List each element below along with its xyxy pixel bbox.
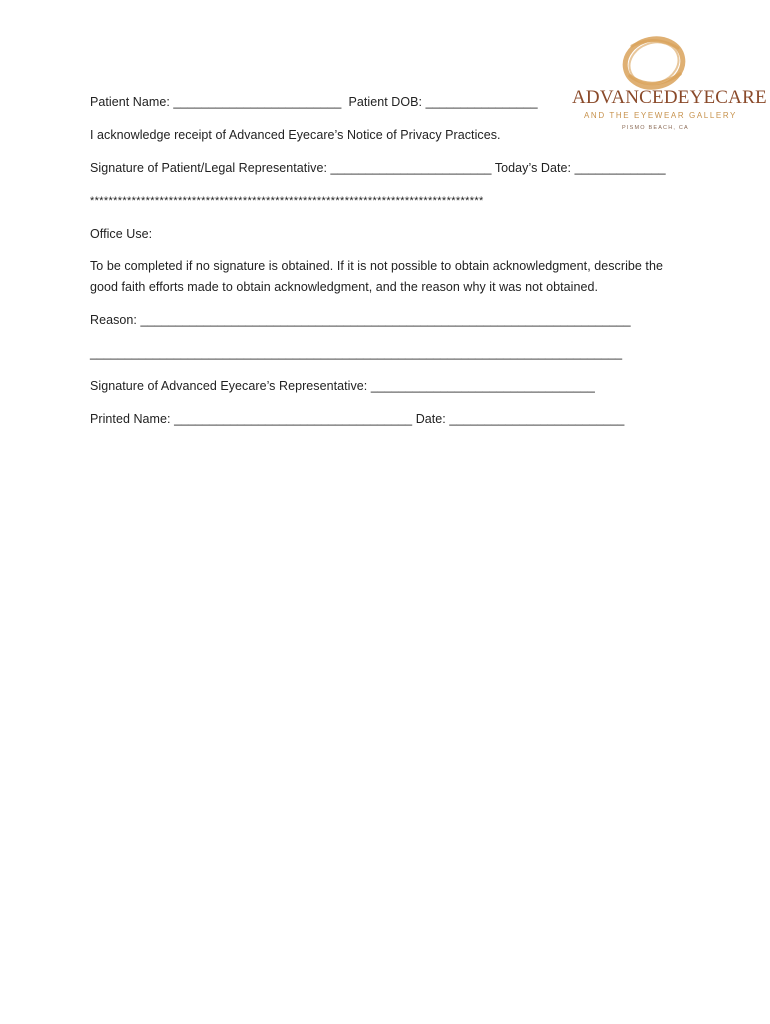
logo-location: PISMO BEACH, CA — [622, 125, 689, 131]
patient-dob-label: Patient DOB: — [348, 95, 423, 109]
patient-signature-label: Signature of Patient/Legal Representative: — [90, 161, 327, 175]
swirl-ring-icon — [562, 30, 748, 140]
office-use-heading: Office Use: — [90, 227, 153, 241]
patient-name-label: Patient Name: — [90, 95, 170, 109]
date-field[interactable]: _________________________ — [449, 412, 625, 426]
todays-date-label: Today’s Date: — [494, 161, 572, 175]
office-instructions: To be completed if no signature is obtained. If it is not possible to obtain acknowledgment, describe the good faith efforts made to obtain acknowledgment, and the reason why it was not obtained. — [90, 259, 663, 294]
logo-brand-first: ADVANCED — [572, 87, 678, 108]
acknowledgement-text: I acknowledge receipt of Advanced Eyecare’s Notice of Privacy Practices. — [90, 128, 501, 142]
reason-label: Reason: — [90, 313, 137, 327]
advanced-eyecare-logo — [562, 30, 767, 140]
reason-line — [90, 310, 631, 331]
patient-signature-field[interactable]: _______________________ — [330, 161, 492, 175]
rep-signature-label: Signature of Advanced Eyecare’s Representative: — [90, 379, 368, 393]
reason-field-continued[interactable]: ____________________________________________________________________________ — [90, 346, 623, 360]
logo-tagline: AND THE EYEWEAR GALLERY — [584, 111, 737, 120]
logo-wordmark — [572, 87, 767, 109]
rep-signature-field[interactable]: ________________________________ — [370, 379, 595, 393]
logo-brand-second: EYECARE — [677, 87, 767, 108]
asterisk-separator: ************************************************************************************* — [90, 195, 484, 207]
printed-name-line — [90, 409, 624, 430]
todays-date-field[interactable]: _____________ — [574, 161, 666, 175]
patient-name-field[interactable]: ________________________ — [173, 95, 342, 109]
patient-signature-line — [90, 158, 666, 179]
reason-field[interactable]: ______________________________________________________________________ — [140, 313, 631, 327]
printed-name-label: Printed Name: — [90, 412, 171, 426]
date-label: Date: — [415, 412, 446, 426]
printed-name-field[interactable]: __________________________________ — [174, 412, 413, 426]
patient-info-line — [90, 92, 538, 113]
rep-signature-line — [90, 376, 595, 397]
patient-dob-field[interactable]: ________________ — [425, 95, 538, 109]
